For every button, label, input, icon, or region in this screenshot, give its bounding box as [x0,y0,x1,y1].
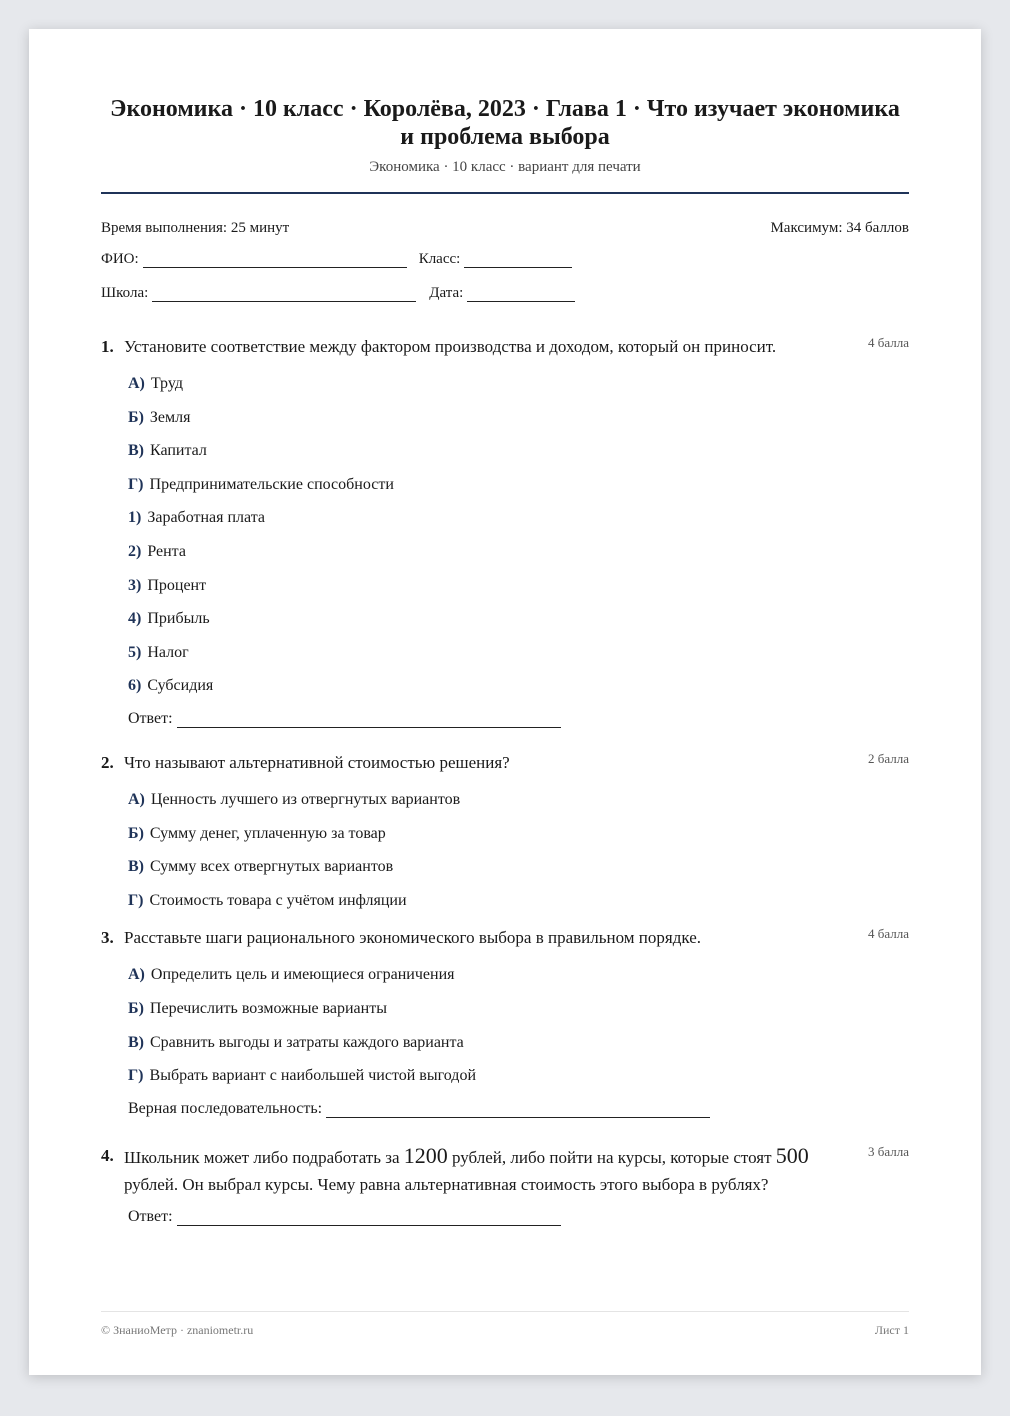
sequence-answer-field[interactable] [326,1101,710,1118]
question-3 [101,924,909,1117]
page-title: Экономика · 10 класс · Королёва, 2023 · Глава 1 · Что изучает экономика и проблема выбора [110,96,900,150]
max-score: Максимум: 34 баллов [770,220,909,236]
class-field[interactable] [464,252,572,268]
worksheet-page [29,29,981,1375]
option-item: 6) Субсидия [128,677,214,695]
class-label: Класс: [418,251,461,267]
time-limit: Время выполнения: 25 минут [101,220,290,236]
option-item[interactable]: Г) Стоимость товара с учётом инфляции [128,891,407,909]
option-item: А) Определить цель и имеющиеся ограничения [128,966,455,984]
header-divider [101,192,909,194]
option-item: Б) Земля [128,408,191,426]
question-points: 2 балла [868,750,909,766]
footer-copyright: © ЗнаниоМетр · znaniometr.ru [101,1323,254,1337]
answer-field[interactable] [177,711,561,728]
question-text: Расставьте шаги рационального экономического выбора в правильном порядке. [124,928,701,948]
question-text: Установите соответствие между фактором производства и доходом, который он приносит. [124,337,777,356]
question-text: Что называют альтернативной стоимостью решения? [124,752,510,772]
number-500: 500 [775,1142,809,1168]
question-number: 4. [101,1145,114,1165]
page-number: Лист 1 [874,1323,909,1337]
meta-row [101,220,909,237]
option-item[interactable]: В) Сумму всех отвергнутых вариантов [128,858,394,876]
fio-row [101,251,909,268]
question-points: 4 балла [868,335,909,350]
option-item: 2) Рента [128,542,186,560]
option-item: Б) Перечислить возможные варианты [128,999,387,1017]
fio-label: ФИО: [101,251,139,267]
answer-field[interactable] [177,1209,561,1226]
answer-row [128,710,909,728]
question-number: 3. [101,928,114,948]
option-item: Г) Предпринимательские способности [128,475,394,493]
question-text: Школьник может либо подработать за 1200 рублей, либо пойти на курсы, которые стоят 500 рублей. Он выбрал курсы. Чему равна альтернативная стоимость этого выбора в рублях? [124,1142,809,1194]
school-label: Школа: [101,285,149,301]
option-item: В) Капитал [128,442,207,460]
question-number: 1. [101,337,114,356]
option-item: Г) Выбрать вариант с наибольшей чистой выгодой [128,1067,477,1085]
option-item: 5) Налог [128,643,189,661]
option-item: 3) Процент [128,576,207,594]
question-number: 2. [101,752,114,772]
page-content [101,29,909,1226]
question-points: 4 балла [868,926,909,942]
question-points: 3 балла [868,1143,909,1159]
answer-label: Ответ: [128,709,173,727]
option-item[interactable]: А) Ценность лучшего из отвергнутых вариантов [128,790,461,808]
option-list [101,790,909,924]
number-1200: 1200 [403,1142,448,1168]
answer-row [128,1208,909,1226]
fio-field[interactable] [143,252,407,268]
option-list [101,374,909,710]
page-subtitle: Экономика · 10 класс · вариант для печати [369,159,641,175]
question-1 [101,333,909,728]
question-2 [101,749,909,924]
school-field[interactable] [152,286,416,302]
option-item: 4) Прибыль [128,610,210,628]
school-row [101,285,909,302]
date-field[interactable] [467,286,575,302]
option-list [101,965,909,1099]
option-item: 1) Заработная плата [128,509,266,527]
sequence-answer-row [128,1100,909,1118]
page-footer [101,1323,909,1338]
date-label: Дата: [429,285,464,301]
question-4 [101,1142,909,1226]
option-item: В) Сравнить выгоды и затраты каждого варианта [128,1033,464,1051]
footer-divider [101,1311,909,1312]
option-item: А) Труд [128,375,183,392]
answer-label: Верная последовательность: [128,1099,323,1117]
answer-label: Ответ: [128,1207,173,1225]
option-item[interactable]: Б) Сумму денег, уплаченную за товар [128,824,386,842]
